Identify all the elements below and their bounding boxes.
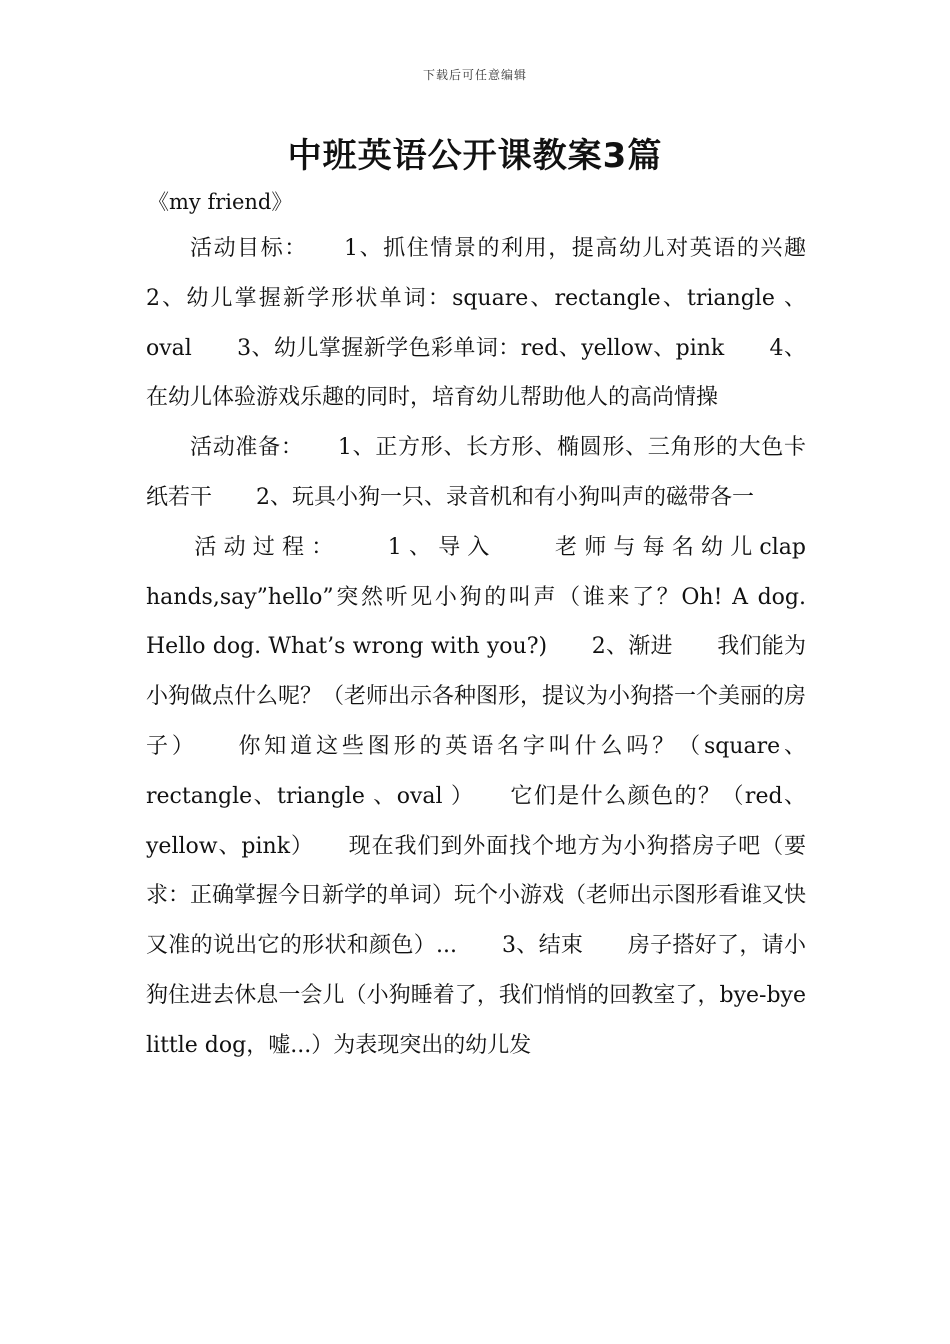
paragraph-activity-preparation: 活动准备： 1、正方形、长方形、椭圆形、三角形的大色卡纸若干 2、玩具小狗一只、录音机和有小狗叫声的磁带各一 <box>146 435 806 510</box>
document-body <box>146 224 851 1071</box>
lesson-subtitle: 《my friend》 <box>148 190 293 214</box>
paragraph-activity-process: 活动过程： 1、导入 老师与每名幼儿clap hands,say”hello”突然听见小狗的叫声（谁来了？Oh! A dog. Hello dog. What’s wrong with you?) 2、渐进 我们能为小狗做点什么呢？（老师出示各种图形，提议为小狗搭一个美丽的房子） 你知道这些图形的英语名字叫什么吗？（square、rectangle、triangle 、oval ） 它们是什么颜色的？（red、yellow、pink） 现在我们到外面找个地方为小狗搭房子吧（要求：正确掌握今日新学的单词）玩个小游戏（老师出示图形看谁又快又准的说出它的形状和颜色）... 3、结束 房子搭好了，请小狗住进去休息一会儿（小狗睡着了，我们悄悄的回教室了，bye-bye little dog，嘘...）为表现突出的幼儿发 <box>146 534 807 1058</box>
paragraph-activity-goals: 活动目标： 1、抓住情景的利用，提高幼儿对英语的兴趣 2、幼儿掌握新学形状单词：square、rectangle、triangle 、oval 3、幼儿掌握新学色彩单词：red、yellow、pink 4、在幼儿体验游戏乐趣的同时，培育幼儿帮助他人的高尚情操 <box>146 236 851 411</box>
header-note: 下载后可任意编辑 <box>422 68 527 82</box>
document-title: 中班英语公开课教案3篇 <box>287 136 663 176</box>
